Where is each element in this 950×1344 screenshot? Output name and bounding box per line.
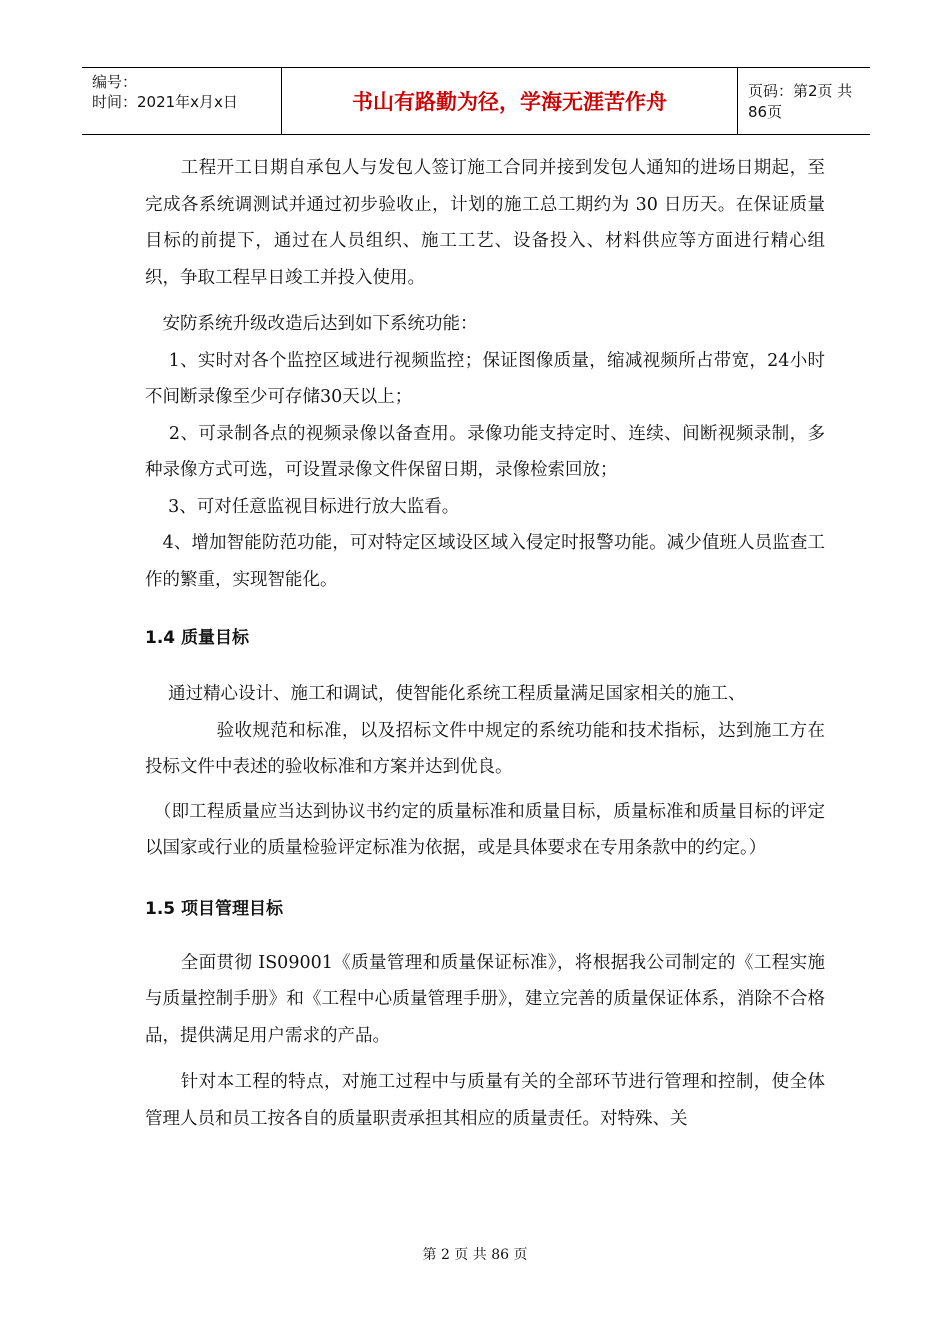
time-label: 时间：2021年x月x日 [92,93,238,111]
section-heading: 1.4 质量目标 [145,628,250,648]
section-heading: 1.5 项目管理目标 [145,898,284,919]
paragraph: 针对本工程的特点，对施工过程中与质量有关的全部环节进行管理和控制，使全体管理人员和员工按各自的质量职责承担其相应的质量责任。对特殊、关 [145,1072,825,1129]
paragraph: 1、实时对各个监控区域进行视频监控；保证图像质量，缩减视频所占带宽，24小时不间断录像至少可存储30天以上； [145,350,825,407]
paragraph: 工程开工日期自承包人与发包人签订施工合同并接到发包人通知的进场日期起，至完成各系统调测试并通过初步验收止，计划的施工总工期约为 30 日历天。在保证质量目标的前提下，通过在人员组织、施工工艺、设备投入、材料供应等方面进行精心组织，争取工程早日竣工并投入使用。 [145,158,825,288]
header-info-cell [82,68,282,134]
paragraph: 通过精心设计、施工和调试，使智能化系统工程质量满足国家相关的施工、 [145,684,746,704]
page-header [82,67,870,135]
paragraph: 4、增加智能防范功能，可对特定区域设区域入侵定时报警功能。减少值班人员监查工作的繁重，实现智能化。 [145,533,825,590]
page-footer: 第 2 页 共 86 页 [422,1247,528,1263]
header-page-info: 页码：第2页 共86页 [748,82,853,121]
paragraph: 3、可对任意监视目标进行放大监看。 [145,496,460,517]
header-motto: 书山有路勤为径，学海无涯苦作舟 [282,68,738,134]
paragraph: 验收规范和标准，以及招标文件中规定的系统功能和技术指标，达到施工方在投标文件中表述的验收标准和方案并达到优良。 [145,720,825,777]
number-label: 编号： [92,73,138,91]
paragraph: 安防系统升级改造后达到如下系统功能： [145,314,478,334]
paragraph: 2、可录制各点的视频录像以备查用。录像功能支持定时、连续、间断视频录制，多种录像方式可选，可设置录像文件保留日期，录像检索回放； [145,423,825,480]
document-body [145,150,825,1137]
paragraph: （即工程质量应当达到协议书约定的质量标准和质量目标，质量标准和质量目标的评定以国家或行业的质量检验评定标准为依据，或是具体要求在专用条款中的约定。） [145,801,825,858]
paragraph: 全面贯彻 IS09001《质量管理和质量保证标准》，将根据我公司制定的《工程实施与质量控制手册》和《工程中心质量管理手册》，建立完善的质量保证体系，消除不合格品，提供满足用户需求的产品。 [145,952,825,1046]
